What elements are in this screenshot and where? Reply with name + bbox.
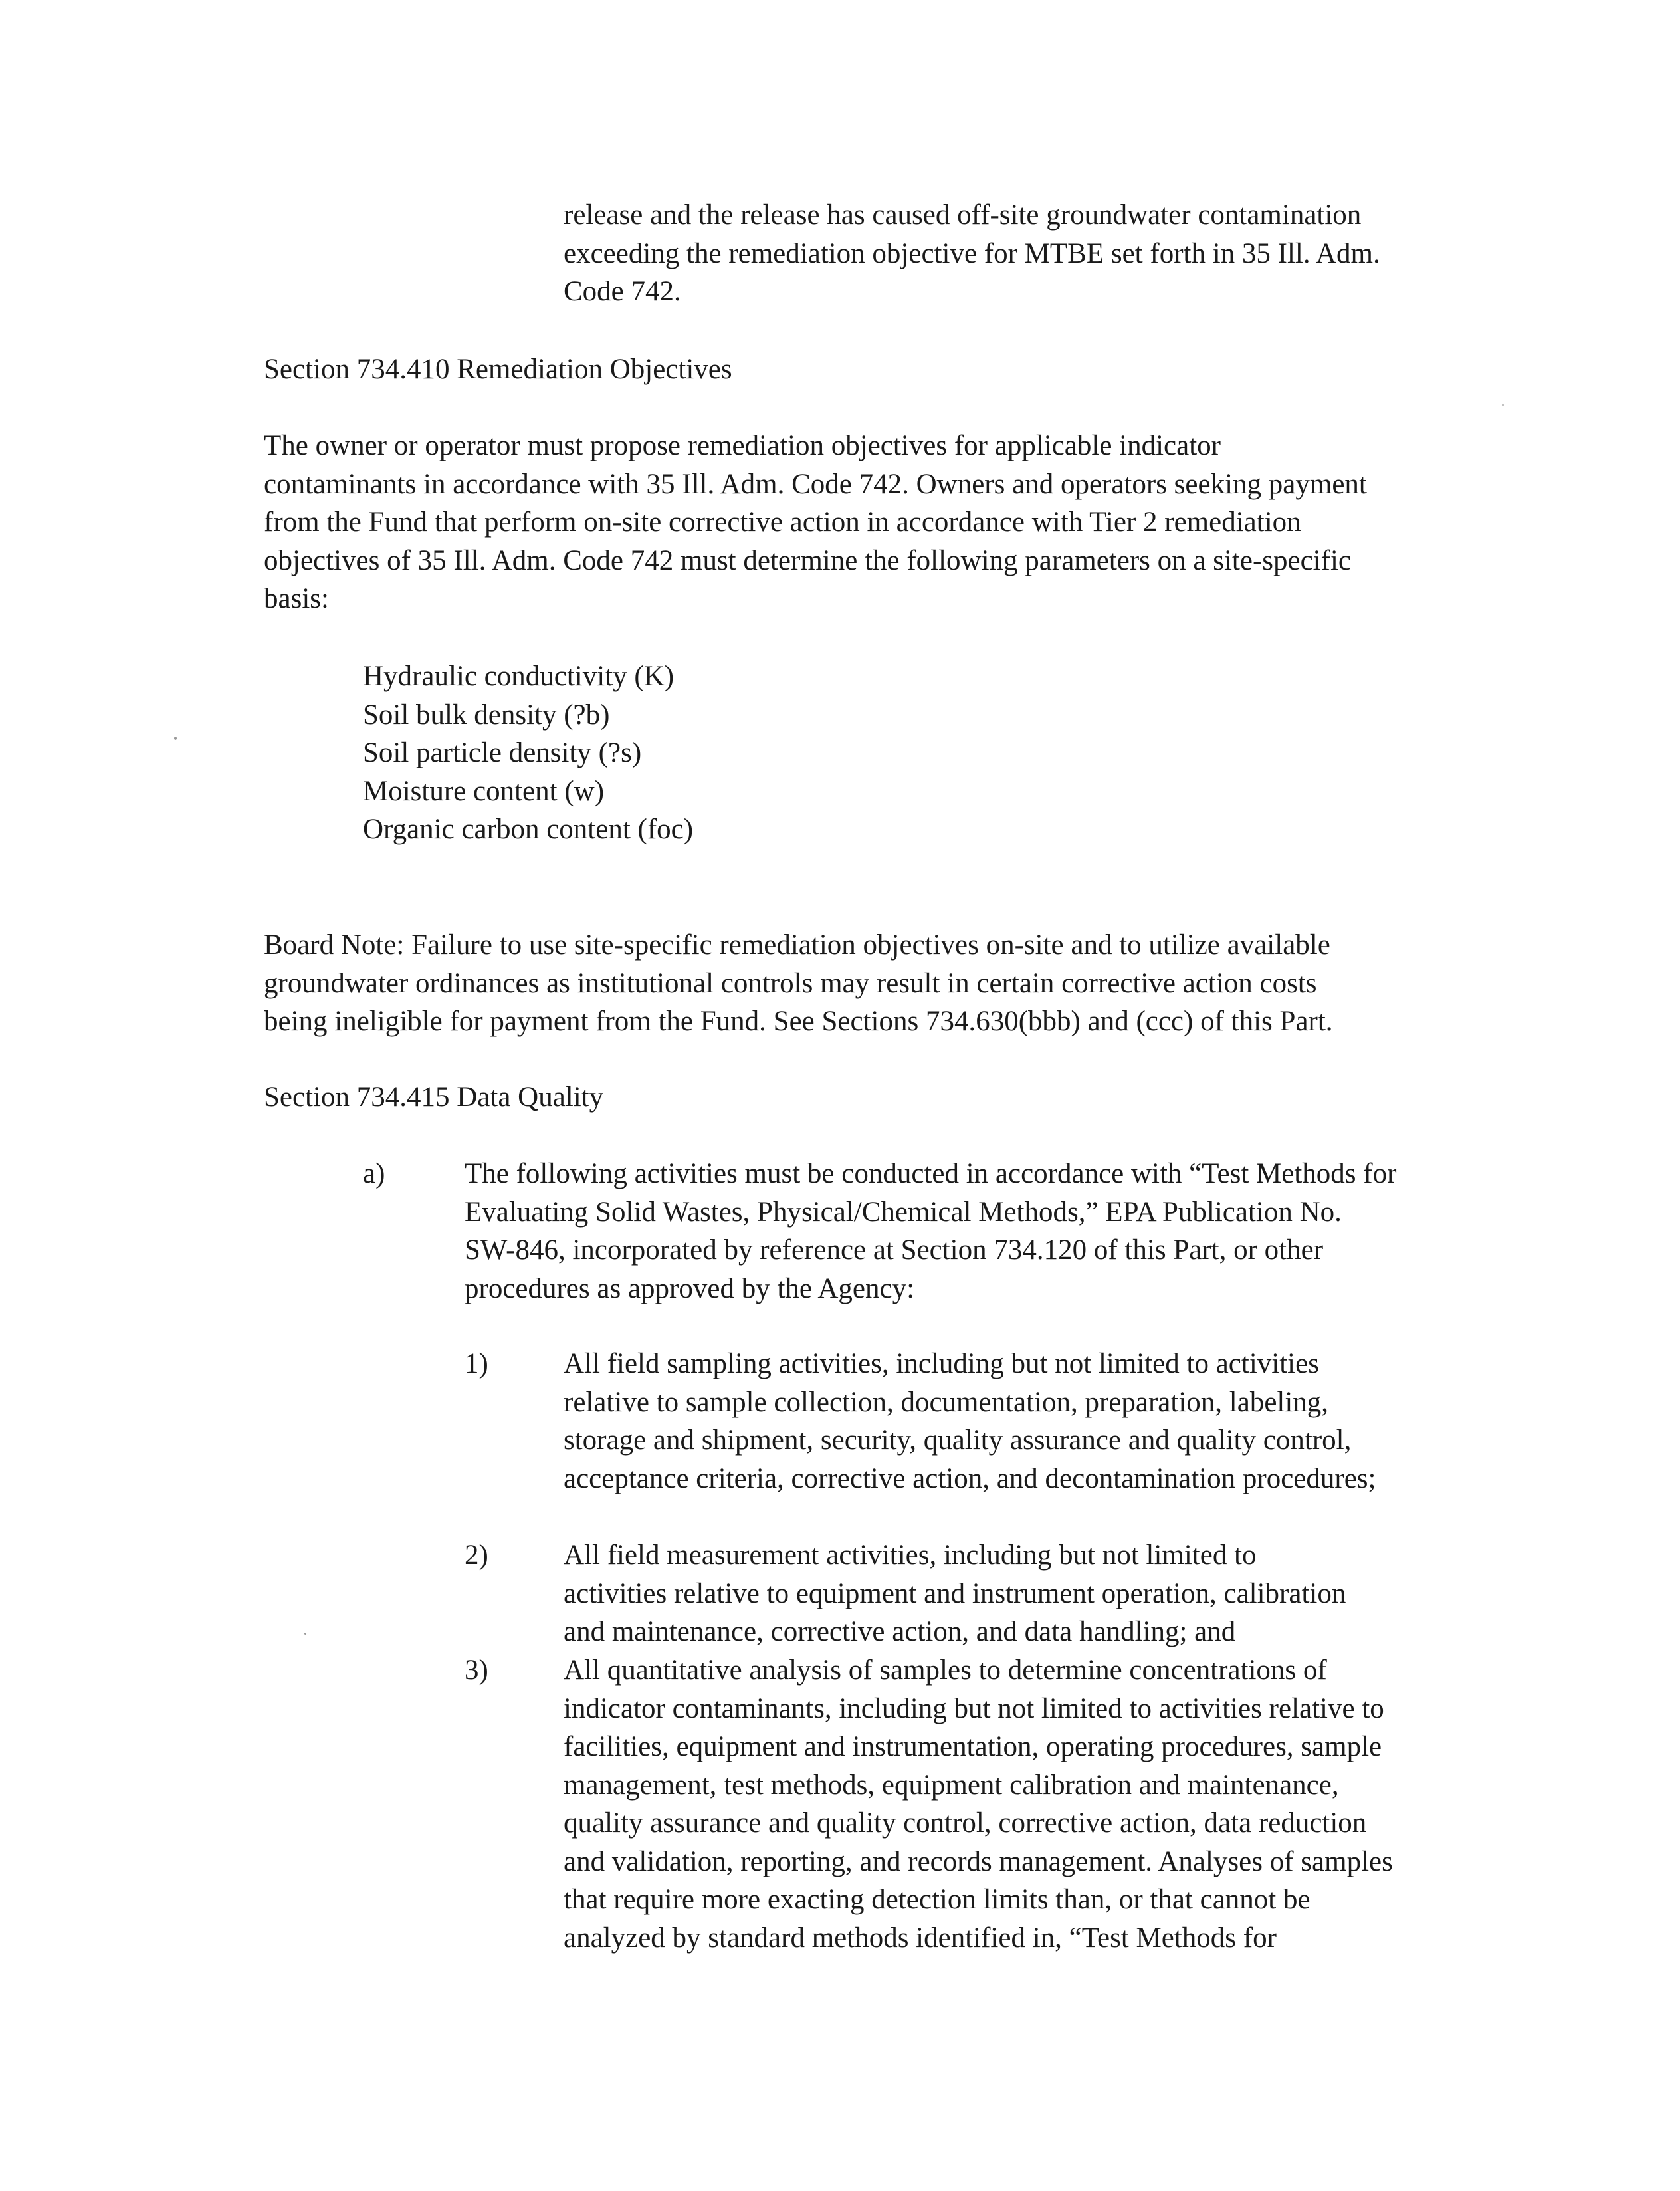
text-line: Board Note: Failure to use site-specific remediation objectives on-site and to utilize available	[264, 929, 1330, 961]
text-line: SW-846, incorporated by reference at Section 734.120 of this Part, or other	[465, 1234, 1324, 1266]
subitem-3-text	[564, 1651, 1393, 1957]
text-line: from the Fund that perform on-site corrective action in accordance with Tier 2 remediation	[264, 507, 1301, 538]
text-line: All field sampling activities, including but not limited to activities	[564, 1348, 1319, 1379]
text-line: storage and shipment, security, quality assurance and quality control,	[564, 1425, 1352, 1456]
text-line: The owner or operator must propose remediation objectives for applicable indicator	[264, 430, 1221, 461]
text-line: that require more exacting detection limits than, or that cannot be	[564, 1884, 1311, 1915]
scan-speck	[304, 1633, 306, 1635]
text-line: being ineligible for payment from the Fund. See Sections 734.630(bbb) and (ccc) of this Part.	[264, 1006, 1333, 1037]
text-line: exceeding the remediation objective for MTBE set forth in 35 Ill. Adm.	[564, 237, 1380, 269]
text-line: release and the release has caused off-site groundwater contamination	[564, 199, 1362, 231]
subitem-3-marker: 3)	[465, 1655, 488, 1686]
item-a-marker: a)	[363, 1158, 385, 1189]
text-line: acceptance criteria, corrective action, and decontamination procedures;	[564, 1462, 1376, 1494]
scan-speck	[1502, 404, 1504, 406]
intro-continuation	[564, 196, 1380, 311]
parameter-item: Hydraulic conductivity (K)	[363, 661, 675, 692]
board-note	[264, 926, 1333, 1041]
parameter-item: Moisture content (w)	[363, 775, 605, 807]
text-line: basis:	[264, 583, 329, 614]
text-line: The following activities must be conducted in accordance with “Test Methods for	[465, 1158, 1397, 1189]
text-line: groundwater ordinances as institutional controls may result in certain corrective action costs	[264, 967, 1317, 999]
text-line: Code 742.	[564, 276, 681, 307]
heading-text: Section 734.410 Remediation Objectives	[264, 354, 732, 385]
section-410-heading	[264, 350, 732, 389]
text-line: relative to sample collection, documentation, preparation, labeling,	[564, 1386, 1329, 1418]
text-line: procedures as approved by the Agency:	[465, 1272, 915, 1304]
text-line: and maintenance, corrective action, and data handling; and	[564, 1616, 1236, 1647]
text-line: analyzed by standard methods identified in, “Test Methods for	[564, 1922, 1277, 1954]
parameter-item: Organic carbon content (foc)	[363, 814, 694, 845]
subitem-2-marker: 2)	[465, 1540, 488, 1571]
scan-speck	[174, 737, 177, 740]
text-line: and validation, reporting, and records management. Analyses of samples	[564, 1845, 1393, 1877]
text-line: quality assurance and quality control, corrective action, data reduction	[564, 1807, 1367, 1839]
text-line: indicator contaminants, including but not limited to activities relative to	[564, 1692, 1384, 1724]
parameter-item: Soil particle density (?s)	[363, 737, 642, 768]
text-line: contaminants in accordance with 35 Ill. Adm. Code 742. Owners and operators seeking payment	[264, 468, 1367, 500]
parameter-item: Soil bulk density (?b)	[363, 699, 610, 731]
text-line: Evaluating Solid Wastes, Physical/Chemical Methods,” EPA Publication No.	[465, 1196, 1342, 1228]
text-line: activities relative to equipment and instrument operation, calibration	[564, 1577, 1346, 1609]
heading-text: Section 734.415 Data Quality	[264, 1082, 604, 1113]
subitem-1-text	[564, 1345, 1376, 1498]
text-line: All quantitative analysis of samples to determine concentrations of	[564, 1655, 1327, 1686]
text-line: objectives of 35 Ill. Adm. Code 742 must determine the following parameters on a site-specific	[264, 544, 1351, 576]
item-a-text	[465, 1155, 1396, 1308]
section-410-paragraph	[264, 427, 1367, 618]
parameter-list	[363, 657, 693, 849]
section-415-heading	[264, 1078, 603, 1117]
text-line: management, test methods, equipment calibration and maintenance,	[564, 1769, 1339, 1801]
text-line: All field measurement activities, including but not limited to	[564, 1540, 1257, 1571]
subitem-1-marker: 1)	[465, 1348, 488, 1379]
subitem-2-text	[564, 1536, 1346, 1651]
text-line: facilities, equipment and instrumentation, operating procedures, sample	[564, 1731, 1382, 1762]
